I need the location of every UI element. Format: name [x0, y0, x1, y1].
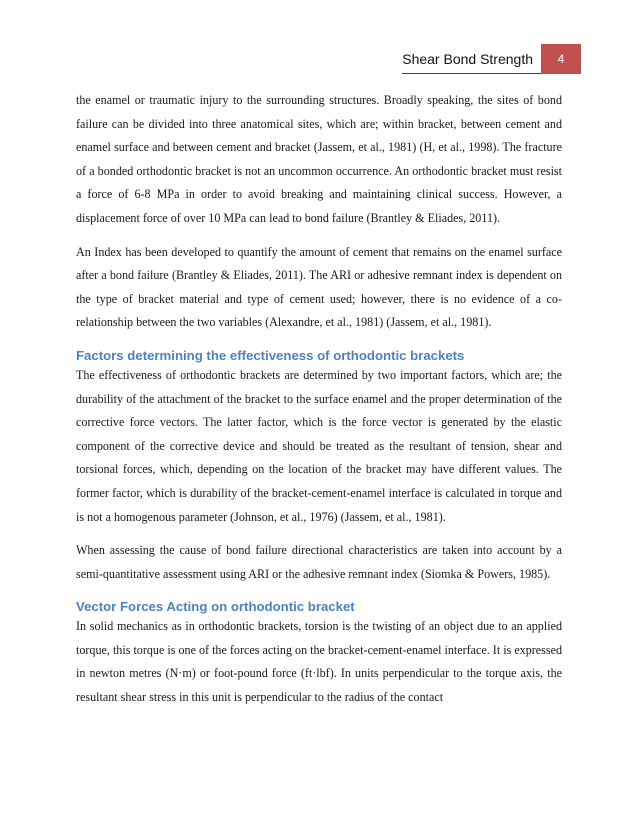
section-heading-vector-forces: Vector Forces Acting on orthodontic bracket: [76, 599, 355, 615]
paragraph-bond-failure-sites: the enamel or traumatic injury to the surrounding structures. Broadly speaking, the sites of bond failure can be divided into three anatomical sites, which are; within bracket, between cement and enamel surface and between cement and bracket (Jassem, et al., 1981) (H, et al., 1998). The fracture of a bonded orthodontic bracket is not an uncommon occurrence. An orthodontic bracket must resist a force of 6-8 MPa in order to avoid breaking and maintaining clinical success. However, a displacement force of over 10 MPa can lead to bond failure (Brantley & Eliades, 2011).: [76, 93, 562, 225]
paragraph-torsion: In solid mechanics as in orthodontic brackets, torsion is the twisting of an object due to an applied torque, this torque is one of the forces acting on the bracket-cement-enamel interface. It is expressed in newton metres (N·m) or foot-pound force (ft·lbf). In units perpendicular to the torque axis, the resultant shear stress in this unit is perpendicular to the radius of the contact: [76, 619, 562, 705]
paragraph-ari-assessment: When assessing the cause of bond failure directional characteristics are taken into account by a semi-quantitative assessment using ARI or the adhesive remnant index (Siomka & Powers, 1985).: [76, 543, 562, 581]
body-text: [76, 89, 562, 720]
page-header: [402, 44, 581, 74]
section-heading-factors: Factors determining the effectiveness of orthodontic brackets: [76, 347, 465, 363]
paragraph-effectiveness-factors: The effectiveness of orthodontic brackets are determined by two important factors, which are; the durability of the attachment of the bracket to the surface enamel and the proper determination of the corrective force vectors. The latter factor, which is the force vector is generated by the elastic component of the corrective device and should be treated as the resultant of tension, shear and torsional forces, which, depending on the location of the bracket may have different values. The former factor, which is durability of the bracket-cement-enamel interface is calculated in torque and is not a homogenous parameter (Johnson, et al., 1976) (Jassem, et al., 1981).: [76, 367, 562, 524]
running-title: Shear Bond Strength: [402, 44, 541, 74]
page-number-badge: 4: [541, 44, 581, 74]
paragraph-adhesive-remnant-index: An Index has been developed to quantify the amount of cement that remains on the enamel surface after a bond failure (Brantley & Eliades, 2011). The ARI or adhesive remnant index is dependent on the type of bracket material and type of cement used; however, there is no evidence of a co-relationship between the two variables (Alexandre, et al., 1981) (Jassem, et al., 1981).: [76, 244, 562, 330]
